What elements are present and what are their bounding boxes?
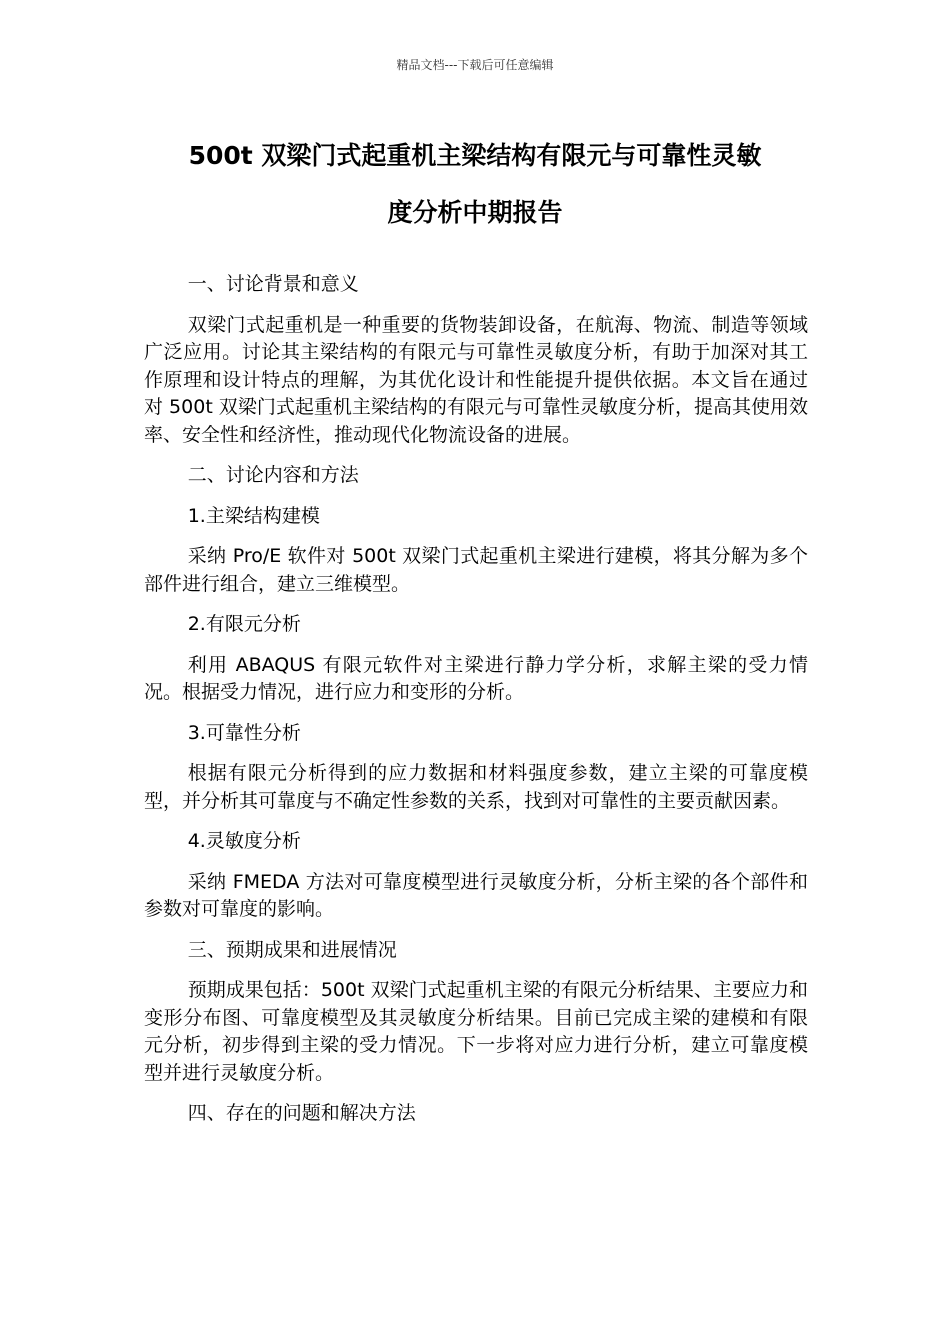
subheading-reliability: 3.可靠性分析 (187, 721, 301, 744)
section-heading-background: 一、讨论背景和意义 (187, 273, 359, 295)
document-title-line-2: 度分析中期报告 (387, 198, 563, 227)
paragraph-expected-results: 预期成果包括：500t 双梁门式起重机主梁的有限元分析结果、主要应力和变形分布图、可靠度模型及其灵敏度分析结果。目前已完成主梁的建模和有限元分析，初步得到主梁的受力情况。下一步将对应力进行分析，建立可靠度模型并进行灵敏度分析。 (144, 979, 808, 1084)
paragraph-reliability: 根据有限元分析得到的应力数据和材料强度参数，建立主梁的可靠度模型，并分析其可靠度与不确定性参数的关系，找到对可靠性的主要贡献因素。 (144, 762, 808, 812)
paragraph-modeling: 采纳 Pro/E 软件对 500t 双梁门式起重机主梁进行建模，将其分解为多个部件进行组合，建立三维模型。 (144, 545, 808, 595)
subheading-modeling: 1.主梁结构建模 (187, 504, 320, 527)
document-body (144, 271, 808, 1141)
subheading-sensitivity: 4.灵敏度分析 (187, 830, 301, 852)
paragraph-fea: 利用 ABAQUS 有限元软件对主梁进行静力学分析，求解主梁的受力情况。根据受力情况，进行应力和变形的分析。 (144, 653, 808, 703)
section-heading-problems: 四、存在的问题和解决方法 (187, 1102, 416, 1124)
subheading-fea: 2.有限元分析 (187, 613, 301, 635)
section-heading-expected-results: 三、预期成果和进展情况 (187, 938, 397, 961)
document-title-line-1: 500t 双梁门式起重机主梁结构有限元与可靠性灵敏 (188, 141, 762, 170)
paragraph-background: 双梁门式起重机是一种重要的货物装卸设备，在航海、物流、制造等领域广泛应用。讨论其主梁结构的有限元与可靠性灵敏度分析，有助于加深对其工作原理和设计特点的理解，为其优化设计和性能提升提供依据。本文旨在通过对 500t 双梁门式起重机主梁结构的有限元与可靠性灵敏度分析，提高其使用效率、安全性和经济性，推动现代化物流设备的进展。 (144, 313, 808, 446)
page-header-note: 精品文档---下载后可任意编辑 (396, 58, 554, 72)
paragraph-sensitivity: 采纳 FMEDA 方法对可靠度模型进行灵敏度分析，分析主梁的各个部件和参数对可靠度的影响。 (144, 870, 808, 920)
section-heading-content-methods: 二、讨论内容和方法 (187, 464, 359, 486)
